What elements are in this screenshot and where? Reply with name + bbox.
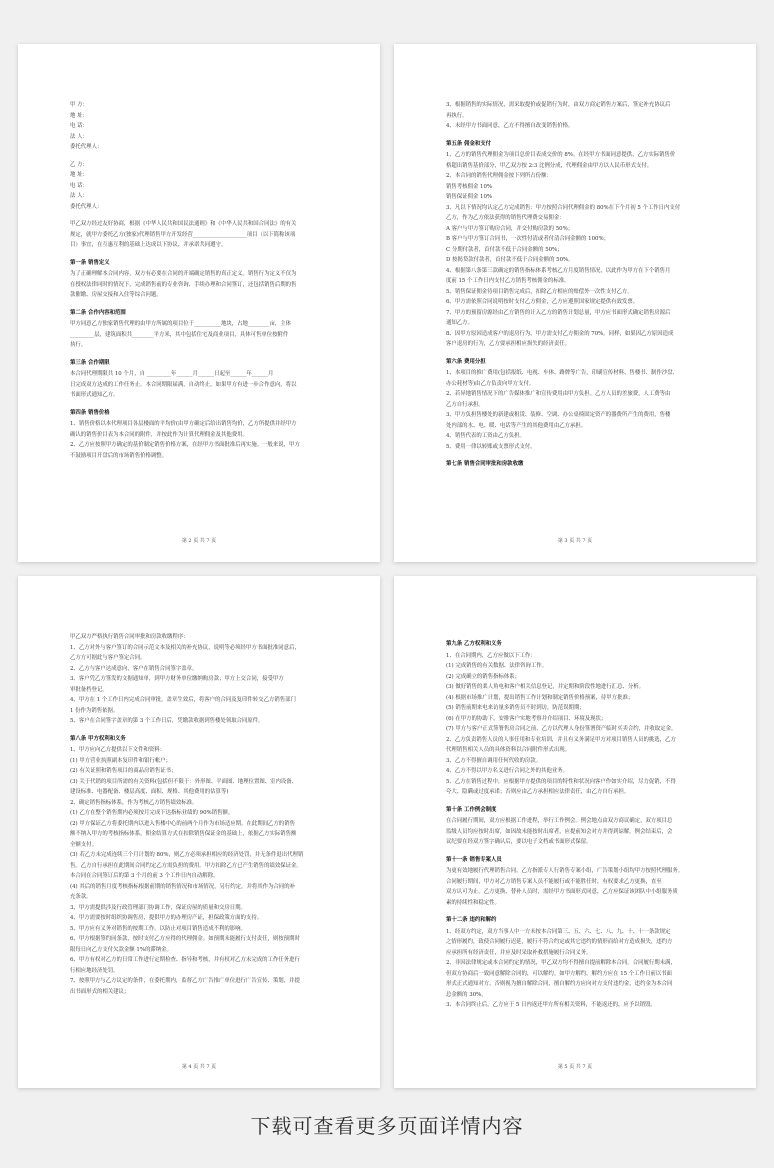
text-line: 法 人：: [70, 193, 88, 199]
text-line: D 按揭贷款付款者，首付款不低于合同金额的 50%。: [446, 257, 574, 263]
text-line: 5、客户在合同签字盖章的第 3 个工作日后，凭缴款收据到售楼处领取合同原件。: [70, 718, 264, 724]
text-line: 不鼓励项目开盘后的市场销售价格调整。: [70, 452, 168, 459]
text-line: 日完成双方达成的工作任务止。本合同期限届满，自动终止，如果甲方有进一步合作意向，将以: [70, 381, 297, 388]
download-more-caption[interactable]: 下载可查看更多页面详情内容: [250, 1114, 524, 1138]
text-line: 2、非因法律规定或本合同约定的情况，甲乙双方均不得擅自提前解除本合同。合同履行期未满，: [446, 960, 676, 966]
text-line: 议纪要在经双方签字确认后，要以电子文档或书面形式保留。: [446, 839, 592, 845]
text-line: 2、乙方应按照甲方确定的基价制定销售价格方案，在经甲方书面批准后再实施。一般来说，甲方: [70, 442, 300, 448]
section-heading: 第三条 合作期限: [70, 359, 110, 366]
section-heading: 第八条 甲方权利和义务: [70, 735, 126, 742]
text-line: 监级人员均应按时出席，如因故未能按时出席者，应提前知会对方并得到谅解。例会结束后，会: [446, 828, 673, 835]
text-line: 之情形履约，致使合同履行迟延，履行不符合约定或其它违约的情形而给对方造成损失，违约方: [446, 939, 673, 945]
text-line: 夸大、隐瞒或过度承诺；否则应由乙方承担相应法律责任，由乙方自行承担。: [446, 789, 630, 795]
text-line: A 客户与甲方签订购房合同，并交付购房款的 50%；: [446, 225, 574, 232]
text-line: (3) 若乙方未完成连续三个月计划的 80%，则乙方必须承担相应的经济处罚，并无条件退出代理销: [70, 852, 304, 858]
text-line: 审批备档登记。: [70, 686, 108, 693]
text-line: 为更有效地履行代理销售合同，乙方指派专人行销售专案小组，广告策划小组均甲方按照代理服务。: [446, 868, 684, 874]
text-line: 为了正确理解本合同内容，双方有必要在合同的开端确定销售的真正定义。销售行为定义不仅为: [70, 271, 297, 277]
page-number: 第 2 页 共 7 页: [181, 538, 217, 544]
text-line: 通知乙方。: [446, 320, 473, 326]
text-line: 但双方协商后一致同意解除合同的，可以解约。如甲方解约，解约方应在 15 个工作日前以书面: [446, 970, 672, 977]
text-line: 3、乙方不得擅自调用任何代收的房款。: [446, 757, 542, 764]
text-line: 2、乙方与客户达成意向，客户在销售合同签字盖章。: [70, 665, 198, 672]
text-line: 4、未经甲方书面同意，乙方不得擅自改变销售价格。: [446, 123, 574, 129]
text-line: 总金额的 30%。: [446, 991, 487, 998]
document-page-2: [18, 44, 380, 562]
text-line: 1、销售价格以本代理项目各层楼面的平均价(由甲方确定后给出销售均价，乙方所提供并经甲方: [70, 421, 297, 427]
text-line: 全额支付。: [70, 841, 97, 848]
text-line: 3、凡以下情况均认定乙方完成销售：甲方按照合同代理佣金的 80%在下个月初 5 个工作日内支付: [446, 204, 681, 211]
text-line: 委托代理人：: [70, 144, 103, 150]
page-number: 第 3 页 共 7 页: [557, 538, 593, 544]
text-line: (5) 销售前期来电来访量多销售员不时到访，防范误期期；: [446, 705, 585, 711]
text-line: 3、客户凭乙方签发的文据通知单，到甲方财务单位缴纳购房款；甲方上交合同，接受甲方: [70, 676, 284, 682]
text-line: 4、甲方需要按时组织协调售房，提供甲方的办理房产证，担保政策方面的支持。: [70, 915, 263, 921]
text-line: 甲方同意乙方独家销售代理的由甲方所属的项目位于__________地块，占地________亩，主体: [70, 321, 292, 327]
text-line: 5、销售保证佣金待项目销售完成后，扣除乙方相应的赔偿外一次性支付乙方。: [446, 288, 633, 295]
text-line: 本合同代理期限共 10 个月，自 _________年______月______日起至______年______月: [70, 371, 274, 377]
text-line: 代理销售相关人员的具体资料以合同附件形式出现。: [446, 747, 570, 753]
text-line: 乙方方可据此与客户签定合同。: [70, 655, 146, 661]
page-content: [446, 100, 726, 470]
section-heading: 第一条 销售定义: [70, 259, 110, 266]
text-line: (7) 甲方与客户正式签署售房合同之前，乙方以代理人身份签署资产临时买卖合约，并收取定金。: [446, 726, 677, 732]
section-heading: 第二条 合作内容和范围: [70, 309, 126, 316]
text-line: 素的持续性和稳定性。: [446, 899, 500, 906]
text-line: 本合同在合同签订后的第 3 个月的前 3 个工作日内自动解除。: [70, 873, 219, 879]
text-line: 2、乙方负责销售人员的人事任用和专业培训，并且有义务满足甲方对项目销售人员的挑选，乙方: [446, 736, 676, 743]
text-line: 法 人：: [70, 133, 88, 140]
page-content: [70, 632, 350, 997]
section-heading: 第六条 费用分担: [446, 358, 486, 365]
text-line: 1 份作为销售依据。: [70, 707, 119, 714]
text-line: (1) 甲方营业执照副本复印件和银行帐户；: [70, 757, 171, 764]
section-heading: 第四条 销售价格: [70, 409, 110, 416]
text-line: 6、甲方有权对乙方的日常工作进行定期检查、指导和考核，并有权对乙方未完成的工作任务进行: [70, 957, 300, 963]
text-line: 3、甲方需提供涉及行政管理部门协调工作，保证房屋的质量和交房日期。: [70, 904, 246, 911]
text-line: _________层，建筑面积共________平方米，其中包括住宅及商业项目，具体可售单位按附件: [70, 331, 289, 338]
text-line: 度前 15 个工作日内支付乙方销售考核佣金的标准。: [446, 278, 570, 284]
text-line: 执行。: [70, 342, 87, 348]
text-line: 8、因甲方原因造成客户的退房行为，甲方需支付乙方佣金的 70%。同样，如果因乙方原因造成: [446, 330, 674, 337]
text-line: 甲乙双方经过友好协商，根据《中华人民共和国民法通则》和《中华人民共和国合同法》的有关: [70, 221, 297, 227]
text-line: 1、甲方应向乙方提供以下文件和资料：: [70, 747, 166, 753]
section-heading: 第五条 佣金和支付: [446, 140, 492, 147]
text-line: (1) 乙方在整个销售期内必须按月完成下达指标业绩的 90%销售额。: [70, 810, 234, 816]
text-line: 地 址：: [70, 112, 88, 119]
document-page-4: [18, 576, 380, 1088]
text-line: (2) 有关证照和销售项目的商品房销售证书；: [70, 768, 177, 774]
text-line: 6、甲方根据签约同条款，按时支付乙方应得的代理佣金。如预期未能履行支付责任，则按预期时: [70, 936, 300, 942]
text-line: 办公耗材等)由乙方负责向甲方支付。: [446, 380, 535, 387]
text-line: 应承担所有经济责任，并应及时采取补救措施履行合同义务。: [446, 949, 592, 956]
text-line: 款催缴、房屋交接和入住等综合问题。: [70, 292, 162, 298]
page-content: [446, 639, 726, 1011]
text-line: 销售保证佣金 10%: [446, 194, 493, 200]
text-line: 电 话：: [70, 182, 88, 189]
text-line: (6) 在甲方的协助下，安排客户实地考察并介绍项目、环境及现状；: [446, 715, 607, 722]
text-line: 1、乙方对外与客户签订的合同示范文本及相关的补充协议，说明等必须经甲方书面批准同意后，: [70, 644, 300, 651]
text-line: 5、乙方在销售过程中，应根据甲方提供的项目的特性和状况向客户作如实介绍，尽力促销，不得: [446, 778, 676, 785]
document-page-5: [394, 576, 756, 1088]
text-line: 7、按照甲方与乙方议定的条件，在委托期内，监督乙方广告推广单位进行广告宣传、策划，并提: [70, 978, 300, 984]
text-line: 乙方，作为乙方依法获得的销售代理费交易佣金：: [446, 215, 565, 221]
text-line: 在授权法律同时的情况下，完成销售前的专业咨询、手续办理和合同签订，还包括销售后期的售: [70, 281, 297, 288]
text-line: 充条款。: [70, 894, 92, 900]
text-line: 书面形式通知乙方。: [70, 392, 119, 398]
text-line: 售。乙方自行承担在此期间合同约定乙方需负担的费用。甲方扣除乙方已产生销售的绩效保证金。: [70, 862, 302, 869]
document-page-3: [394, 44, 756, 562]
text-line: 再执行。: [446, 112, 468, 119]
section-heading: 第十二条 违约和解约: [446, 917, 497, 923]
text-line: 地 址：: [70, 172, 88, 178]
text-line: 6、甲方需依照合同说明按时支付乙方佣金，乙方应遵照国家规定提供有效发票。: [446, 299, 639, 305]
text-line: 销售考核佣金 10%: [446, 183, 493, 190]
text-line: 限每日向乙方支付欠款金额 1%的滞纳金。: [70, 946, 172, 953]
text-line: 出书面形式的相关建议；: [70, 988, 130, 995]
text-line: 2、若异地销售情况下的广告媒体推广和宣传费用由甲方负担。乙方人员的差旅费，人工费等由: [446, 391, 671, 397]
text-line: (3) 关于代销的项目所需的有关资料(包括但不限于：外形图、平面图、地理位置图、室内设备、: [70, 778, 298, 785]
text-line: 格超出销售基价部分，甲乙双方按 2:3 比例分成，代理佣金由甲方以人民币形式支付。: [446, 162, 653, 169]
section-heading: 第九条 乙方权利和义务: [446, 641, 502, 647]
text-line: 2、确定销售指标体系，作为考核乙方销售绩效标准。: [70, 799, 198, 806]
text-line: 4、甲方在 1 个工作日内完成合同审批，盖章生效后，将客户的合同及复印件转交乙方销售部门: [70, 697, 296, 703]
section-heading: 第十条 工作例会制度: [446, 806, 497, 813]
text-line: 客户退房的行为，乙方要承担相应损失的经济责任。: [446, 341, 570, 347]
text-line: 行相应地经济处罚。: [70, 967, 119, 974]
page-number: 第 4 页 共 7 页: [181, 1064, 217, 1070]
text-line: 7、甲方的预留房源经由乙方销售的计入乙方的销售计划总量，甲方应书面形式确定销售房源后: [446, 309, 671, 316]
text-line: 5、甲方应有义务对销售的按期工作。以防止对项目销售造成不利的影响。: [70, 925, 246, 932]
text-line: 建设标准、电器配备、楼层高度、面积、规格、其他费用的估算等): [70, 789, 229, 795]
text-line: (4) 其后的销售月度考核指标根据前期的销售情况和市场情况，另行约定，并将其作为合同的补: [70, 883, 295, 890]
text-line: (4) 根据市场推广计划，提出销售工作计划和制定销售价格预案，待甲方批准；: [446, 694, 634, 701]
text-line: 形式正式通知对方，否则视为擅自解除合同，擅自解约方应向对方支付违约金，违约金为本合同: [446, 981, 673, 987]
text-line: 1、乙方的销售代理佣金为项目总价目表成交价的 8%。在经甲方书面同意提供，乙方实际销售价: [446, 152, 676, 158]
text-line: 甲乙双方严格执行销售合同审批和房款收缴程序：: [70, 634, 189, 640]
text-line: (1) 完成销售的有关数据、法律咨询工作。: [446, 663, 547, 669]
text-line: C 分期付款者，首付款不低于合同金额的 50%；: [446, 246, 563, 253]
text-line: 规定，就甲方委托乙方(独家)代理销售甲方开发经营____________________项目（以下简称该项: [70, 231, 296, 238]
page-content: [70, 100, 350, 461]
text-line: 1、本项目的推广费用(包括报纸、电视、车体、路牌等广告，印刷宣传材料、售楼书、制作沙盘、: [446, 370, 678, 376]
section-heading: 第十一条 销售专案人员: [446, 856, 502, 863]
section-heading: 第七条 销售合同审批和房款收缴: [446, 461, 524, 467]
page-number: 第 5 页 共 7 页: [557, 1064, 593, 1070]
text-line: 5、费用一律以转账或支票形式支付。: [446, 443, 536, 450]
text-line: (2) 甲方保证乙方将委托期内以进入售楼中心的前两个月作为市场适应期。在此期间乙方的销售: [70, 820, 295, 827]
text-line: 3、本合同终止后，乙方应于 5 日内返还甲方所有相关资料，不能返还的，应予以销毁。: [446, 1002, 656, 1008]
text-line: 目）事宜，在互惠互利的基础上达成以下协议，并承诺共同遵守。: [70, 242, 227, 248]
text-line: 电 话：: [70, 123, 88, 129]
text-line: 处内部的水、电、暖、电话等产生的其他费用由乙方承担。: [446, 422, 587, 429]
text-line: 确认的销售价目表为本合同的附件，并按此作为计算代理佣金及其他费用。: [70, 431, 248, 438]
text-line: 乙方自行承担。: [446, 401, 484, 408]
text-line: 4、销售代表的工资由乙方负担。: [446, 433, 525, 439]
text-line: (2) 完成确立的销售指标体系；: [446, 673, 521, 680]
text-line: 双方认可为止。乙方更换、替补人员时，需经甲方书面形式同意，乙方应保证该团队中小组服务质: [446, 889, 678, 895]
text-line: 合同履行期间，甲方对乙方销售专案人员不能履行或不能胜任时，有权要求乙方更换，直至: [446, 878, 662, 885]
text-line: 2、本合同的销售代理佣金按下列所占份额：: [446, 173, 552, 179]
text-line: 4、乙方不得以甲方名义进行合同之外的其他业务。: [446, 768, 569, 774]
text-line: 3、根据销售的实际情况，需采取提价或促销行为时，由双方商定销售方案后，签定补充协议后: [446, 102, 671, 108]
text-line: 在合同履行期间，双方应根据工作进程，举行工作例会。例会地点由双方商议确定，双方项目总: [446, 818, 673, 824]
text-line: (3) 做好销售的柔人角电和客户相关信息登记，并定期和阶段性地进行汇总、分析。: [446, 684, 645, 690]
text-line: 乙 方：: [70, 161, 88, 168]
text-line: B 客户与甲方签订合同书，一次性付清或者付清合同金额的 100%；: [446, 236, 609, 242]
text-line: 额不纳入甲方的考核指标体系，佣金结算方式在扣除销售保证金的基础上，依据乙方实际销售额: [70, 831, 297, 837]
text-line: 1、经双方约定，双方当事人中一方未按本合同第三、五、六、七、八、九、十、十一条款规定: [446, 928, 671, 935]
text-line: 甲 方：: [70, 102, 88, 108]
text-line: 3、甲方负担售楼处的新建或租赁、装修、空调、办公桌椅固定资产的器费所产生的费用，售楼: [446, 412, 671, 418]
text-line: 1、在合同期内，乙方应做以下工作：: [446, 652, 536, 659]
text-line: 4、根据第八条第三款确定的销售指标体系考核乙方月度销售情况，以此作为甲方在下个销售月: [446, 267, 671, 274]
text-line: 委托代理人：: [70, 203, 103, 210]
